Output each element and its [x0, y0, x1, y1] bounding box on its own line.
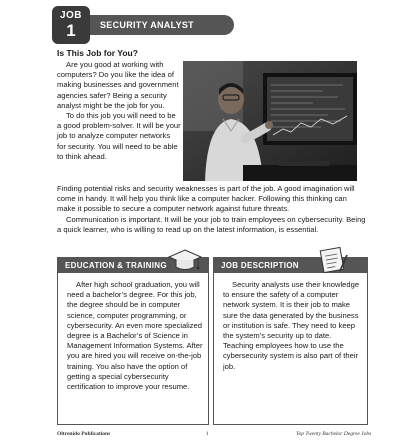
graduation-cap-icon	[168, 248, 202, 272]
intro-wide	[57, 184, 367, 235]
job-description-box	[213, 257, 368, 425]
job-word: JOB	[59, 10, 83, 21]
education-text-block	[67, 280, 203, 392]
page-title: SECURITY ANALYST	[84, 15, 234, 35]
education-text: After high school graduation, you will need a bachelor’s degree. For this job, the degree should be in computer science, computer programming, or cybersecurity. An even more specialized degree is a Bachelor’s of Science in Management Information Systems. After you are hired you will receive on-the-job training. You also have the option of getting a special cybersecurity certification to improve your resume.	[67, 280, 203, 392]
analyst-photo-illustration	[183, 61, 357, 181]
job-number: 1	[66, 21, 76, 40]
job-badge	[52, 6, 90, 44]
analyst-photo	[183, 61, 357, 181]
education-title: EDUCATION & TRAINING	[58, 258, 208, 273]
intro-paragraph: Communication is important. It will be your job to train employees on cybersecurity. Being a quick learner, who is willing to read up on the latest information, is essential.	[57, 214, 366, 234]
job-description-text: Security analysts use their knowledge to ensure the safety of a computer network system. It is their job to make sure the data generated by the business or institution is safe. They need to keep the system’s security up to date. Teaching employees how to use the cybersecurity system is also part of their job.	[223, 280, 360, 371]
intro-paragraph-continued: Finding potential risks and security weaknesses is part of the job. A good imagination will come in handy. It will help you think like a computer hacker. Following this thinking can make it possible to secure a computer network against future threats.	[57, 184, 355, 214]
education-box	[57, 257, 209, 425]
job-description-text-block	[223, 280, 363, 372]
intro-column	[57, 60, 181, 162]
footer-page-number: 1	[206, 431, 209, 437]
footer-book-title: Top Twenty Bachelor Degree Jobs	[296, 431, 372, 437]
clipboard-icon	[318, 247, 348, 273]
intro-paragraph: To do this job you will need to be a good problem-solver. It will be your job to analyze computer networks for security. You will need to be able to think ahead.	[57, 111, 181, 161]
job-description-title: JOB DESCRIPTION	[214, 258, 367, 273]
intro-heading: Is This Job for You?	[57, 48, 138, 58]
intro-paragraph: Are you good at working with computers? Do you like the idea of making businesses and government agencies safer? Being a security analyst might be the job for you.	[57, 60, 179, 110]
footer-publisher: Oltrenido Publications	[57, 431, 111, 437]
